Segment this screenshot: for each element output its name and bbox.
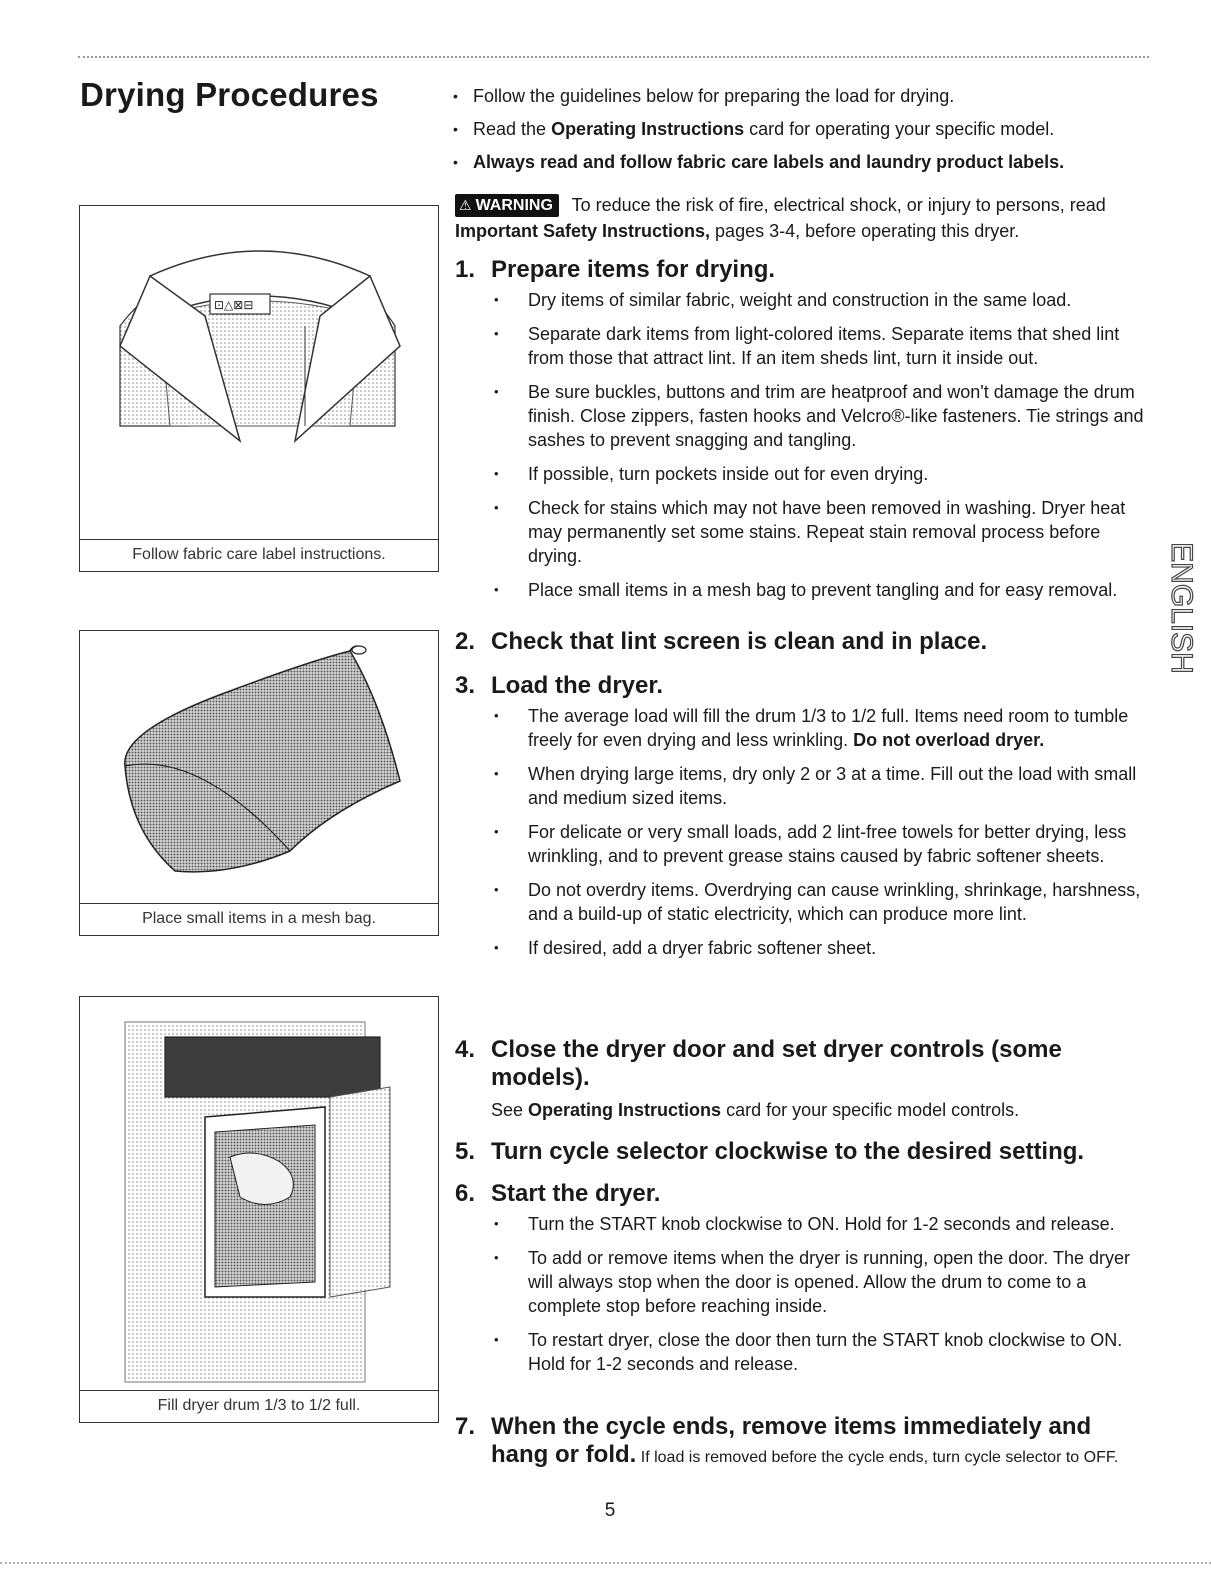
step-bullets bbox=[491, 1212, 1155, 1376]
list-item: • The average load will fill the drum 1/3 to 1/2 full. Items need room to tumble freely for even drying and less wrinkling. Do not overload dryer. bbox=[491, 704, 1155, 752]
step-number: 6. bbox=[455, 1180, 476, 1207]
step-bullets bbox=[491, 704, 1155, 960]
step-number: 7. bbox=[455, 1413, 476, 1440]
list-item: • Dry items of similar fabric, weight and construction in the same load. bbox=[491, 288, 1155, 312]
step-2 bbox=[455, 628, 1155, 656]
bottom-dotted-rule bbox=[0, 1562, 1211, 1564]
figure-dryer-drum bbox=[79, 996, 439, 1423]
intro-bullets bbox=[453, 80, 1153, 179]
warning-notice: ⚠ WARNING To reduce the risk of fire, electrical shock, or injury to persons, read Important Safety Instructions, pages 3-4, before operating this dryer. bbox=[455, 195, 1106, 241]
side-tab-label: ENGLISH bbox=[1165, 542, 1198, 674]
figure-caption: Fill dryer drum 1/3 to 1/2 full. bbox=[80, 1390, 438, 1422]
step-3 bbox=[455, 672, 1155, 970]
list-item: • Do not overdry items. Overdrying can cause wrinkling, shrinkage, harshness, and a build-up of static electricity, which can produce more lint. bbox=[491, 878, 1155, 926]
warning-badge: ⚠ WARNING bbox=[455, 194, 559, 217]
dryer-illustration bbox=[80, 997, 437, 1391]
list-item: • If possible, turn pockets inside out for even drying. bbox=[491, 462, 1155, 486]
list-item: • For delicate or very small loads, add 2 lint-free towels for better drying, less wrinkling, and to prevent grease stains caused by fabric softener sheets. bbox=[491, 820, 1155, 868]
language-side-tab bbox=[1152, 533, 1198, 683]
step-title: When the cycle ends, remove items immediately and hang or fold. If load is removed before the cycle ends, turn cycle selector to OFF. bbox=[491, 1413, 1119, 1468]
shirt-collar-illustration bbox=[80, 206, 437, 541]
list-item: • Check for stains which may not have been removed in washing. Dryer heat may permanently set some stains. Repeat stain removal process before drying. bbox=[491, 496, 1155, 568]
list-item: • Place small items in a mesh bag to prevent tangling and for easy removal. bbox=[491, 578, 1155, 602]
figure-caption: Place small items in a mesh bag. bbox=[80, 903, 438, 935]
step-title: Load the dryer. bbox=[491, 672, 664, 699]
list-item: • Separate dark items from light-colored items. Separate items that shed lint from those that attract lint. If an item sheds lint, turn it inside out. bbox=[491, 322, 1155, 370]
list-item: • Turn the START knob clockwise to ON. Hold for 1-2 seconds and release. bbox=[491, 1212, 1155, 1236]
step-bullets bbox=[491, 288, 1155, 602]
top-dotted-rule bbox=[78, 56, 1149, 58]
list-item: • To restart dryer, close the door then turn the START knob clockwise to ON. Hold for 1-2 seconds and release. bbox=[491, 1328, 1155, 1376]
page-number: 5 bbox=[604, 1500, 616, 1521]
mesh-bag-illustration bbox=[80, 631, 437, 903]
step-title: Check that lint screen is clean and in place. bbox=[491, 628, 988, 655]
page-title: Drying Procedures bbox=[80, 76, 379, 113]
intro-bullet: • Read the Operating Instructions card for operating your specific model. bbox=[453, 113, 1153, 146]
list-item: • When drying large items, dry only 2 or 3 at a time. Fill out the load with small and medium sized items. bbox=[491, 762, 1155, 810]
step-body: See Operating Instructions card for your specific model controls. bbox=[491, 1100, 1020, 1120]
step-number: 5. bbox=[455, 1138, 476, 1165]
step-title: Turn cycle selector clockwise to the desired setting. bbox=[491, 1138, 1085, 1165]
step-title: Prepare items for drying. bbox=[491, 256, 776, 283]
step-number: 1. bbox=[455, 256, 476, 283]
figure-fabric-care-label bbox=[79, 205, 439, 572]
step-number: 3. bbox=[455, 672, 476, 699]
intro-bullet: • Follow the guidelines below for preparing the load for drying. bbox=[453, 80, 1153, 113]
step-number: 4. bbox=[455, 1036, 476, 1063]
step-number: 2. bbox=[455, 628, 476, 655]
step-title: Close the dryer door and set dryer controls (some models). bbox=[491, 1036, 1062, 1091]
svg-text:⊡△⊠⊟: ⊡△⊠⊟ bbox=[214, 298, 254, 312]
list-item: • Be sure buckles, buttons and trim are heatproof and won't damage the drum finish. Close zippers, fasten hooks and Velcro®-like fasteners. Tie strings and sashes to prevent snagging and tangling. bbox=[491, 380, 1155, 452]
step-6 bbox=[455, 1180, 1155, 1386]
figure-caption: Follow fabric care label instructions. bbox=[80, 539, 438, 571]
figure-mesh-bag bbox=[79, 630, 439, 936]
step-1 bbox=[455, 256, 1155, 612]
warning-triangle-icon: ⚠ bbox=[459, 197, 472, 213]
step-4 bbox=[455, 1036, 1155, 1122]
intro-bullet: • Always read and follow fabric care labels and laundry product labels. bbox=[453, 146, 1153, 179]
list-item: • To add or remove items when the dryer is running, open the door. The dryer will always stop when the door is opened. Allow the drum to come to a complete stop before reaching inside. bbox=[491, 1246, 1155, 1318]
step-title: Start the dryer. bbox=[491, 1180, 661, 1207]
step-5 bbox=[455, 1138, 1155, 1166]
step-7 bbox=[455, 1413, 1155, 1472]
list-item: • If desired, add a dryer fabric softener sheet. bbox=[491, 936, 1155, 960]
